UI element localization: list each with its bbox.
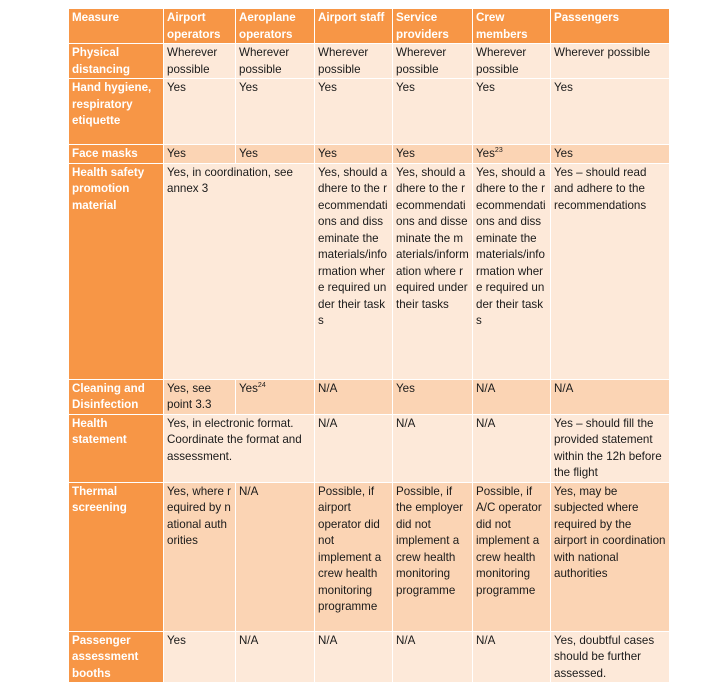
cell-passengers: Yes – should read and adhere to the recommendations — [551, 163, 670, 379]
measures-table — [68, 8, 670, 683]
header-crew-members: Crew members — [473, 9, 551, 44]
row-label-health-statement: Health statement — [69, 414, 164, 482]
cell-airport-staff: Possible, if airport operator did not implement a crew health monitoring programme — [315, 482, 393, 631]
row-label-thermal-screening: Thermal screening — [69, 482, 164, 631]
cell-passengers: Yes, may be subjected where required by the airport in coordination with national authorities — [551, 482, 670, 631]
cell-crew-members: Possible, if A/C operator did not implement a crew health monitoring programme — [473, 482, 551, 631]
header-airport-operators: Airport operators — [164, 9, 236, 44]
cell-aeroplane-operators: Wherever possible — [236, 44, 315, 79]
row-label-health-safety-promotion: Health safety promotion material — [69, 163, 164, 379]
cell-airport-operators: Yes — [164, 79, 236, 145]
cell-service-providers: Possible, if the employer did not implement a crew health monitoring programme — [393, 482, 473, 631]
cell-airport-operators: Yes, see point 3.3 — [164, 379, 236, 414]
table-row — [69, 631, 670, 683]
cell-passengers: Yes — [551, 79, 670, 145]
cell-airport-staff: N/A — [315, 631, 393, 683]
cell-airport-staff: N/A — [315, 379, 393, 414]
cell-service-providers: Wherever possible — [393, 44, 473, 79]
cell-service-providers: N/A — [393, 631, 473, 683]
cell-airport-staff: Yes — [315, 145, 393, 164]
cell-crew-members: Wherever possible — [473, 44, 551, 79]
footnote-marker: 24 — [257, 381, 266, 389]
cell-airport-staff: Yes — [315, 79, 393, 145]
table-row — [69, 414, 670, 482]
row-label-physical-distancing: Physical distancing — [69, 44, 164, 79]
cell-text: Yes — [239, 381, 258, 395]
row-label-face-masks: Face masks — [69, 145, 164, 164]
cell-service-providers: Yes, should adhere to the recommendations and disseminate the materials/information where required under their tasks — [393, 163, 473, 379]
table-row — [69, 145, 670, 164]
cell-aeroplane-operators: Yes — [236, 145, 315, 164]
cell-passengers: Yes — [551, 145, 670, 164]
cell-passengers: N/A — [551, 379, 670, 414]
cell-airport-operators: Yes — [164, 145, 236, 164]
cell-airport-operators: Yes — [164, 631, 236, 683]
table-row — [69, 379, 670, 414]
cell-service-providers: N/A — [393, 414, 473, 482]
cell-crew-members: N/A — [473, 414, 551, 482]
header-aeroplane-operators: Aeroplane operators — [236, 9, 315, 44]
cell-crew-members: N/A — [473, 631, 551, 683]
cell-aeroplane-operators: Yes — [236, 79, 315, 145]
cell-aeroplane-operators: N/A — [236, 631, 315, 683]
cell-passengers: Wherever possible — [551, 44, 670, 79]
cell-passengers: Yes – should fill the provided statement within the 12h before the flight — [551, 414, 670, 482]
header-row — [69, 9, 670, 44]
cell-aeroplane-operators — [236, 379, 315, 414]
cell-airport-staff: Wherever possible — [315, 44, 393, 79]
cell-service-providers: Yes — [393, 79, 473, 145]
row-label-passenger-assessment-booths: Passenger assessment booths — [69, 631, 164, 683]
header-measure: Measure — [69, 9, 164, 44]
cell-passengers: Yes, doubtful cases should be further assessed. — [551, 631, 670, 683]
row-label-cleaning-disinfection: Cleaning and Disinfection — [69, 379, 164, 414]
cell-text: Yes — [476, 147, 495, 160]
row-label-hand-hygiene: Hand hygiene, respiratory etiquette — [69, 79, 164, 145]
cell-airport-and-aeroplane-operators: Yes, in electronic format. Coordinate the format and assessment. — [164, 414, 315, 482]
table-row — [69, 482, 670, 631]
cell-crew-members: Yes, should adhere to the recommendations and disseminate the materials/information where required under their tasks — [473, 163, 551, 379]
cell-airport-and-aeroplane-operators: Yes, in coordination, see annex 3 — [164, 163, 315, 379]
cell-crew-members: Yes — [473, 79, 551, 145]
header-passengers: Passengers — [551, 9, 670, 44]
cell-aeroplane-operators: N/A — [236, 482, 315, 631]
cell-service-providers: Yes — [393, 379, 473, 414]
table-row — [69, 44, 670, 79]
footnote-marker: 23 — [494, 147, 503, 154]
cell-service-providers: Yes — [393, 145, 473, 164]
cell-airport-operators: Yes, where required by national authorities — [164, 482, 236, 631]
cell-crew-members — [473, 145, 551, 164]
table-row — [69, 163, 670, 379]
cell-airport-staff: N/A — [315, 414, 393, 482]
cell-airport-operators: Wherever possible — [164, 44, 236, 79]
cell-airport-staff: Yes, should adhere to the recommendations and disseminate the materials/information where required under their tasks — [315, 163, 393, 379]
table-row — [69, 79, 670, 145]
header-service-providers: Service providers — [393, 9, 473, 44]
cell-crew-members: N/A — [473, 379, 551, 414]
header-airport-staff: Airport staff — [315, 9, 393, 44]
